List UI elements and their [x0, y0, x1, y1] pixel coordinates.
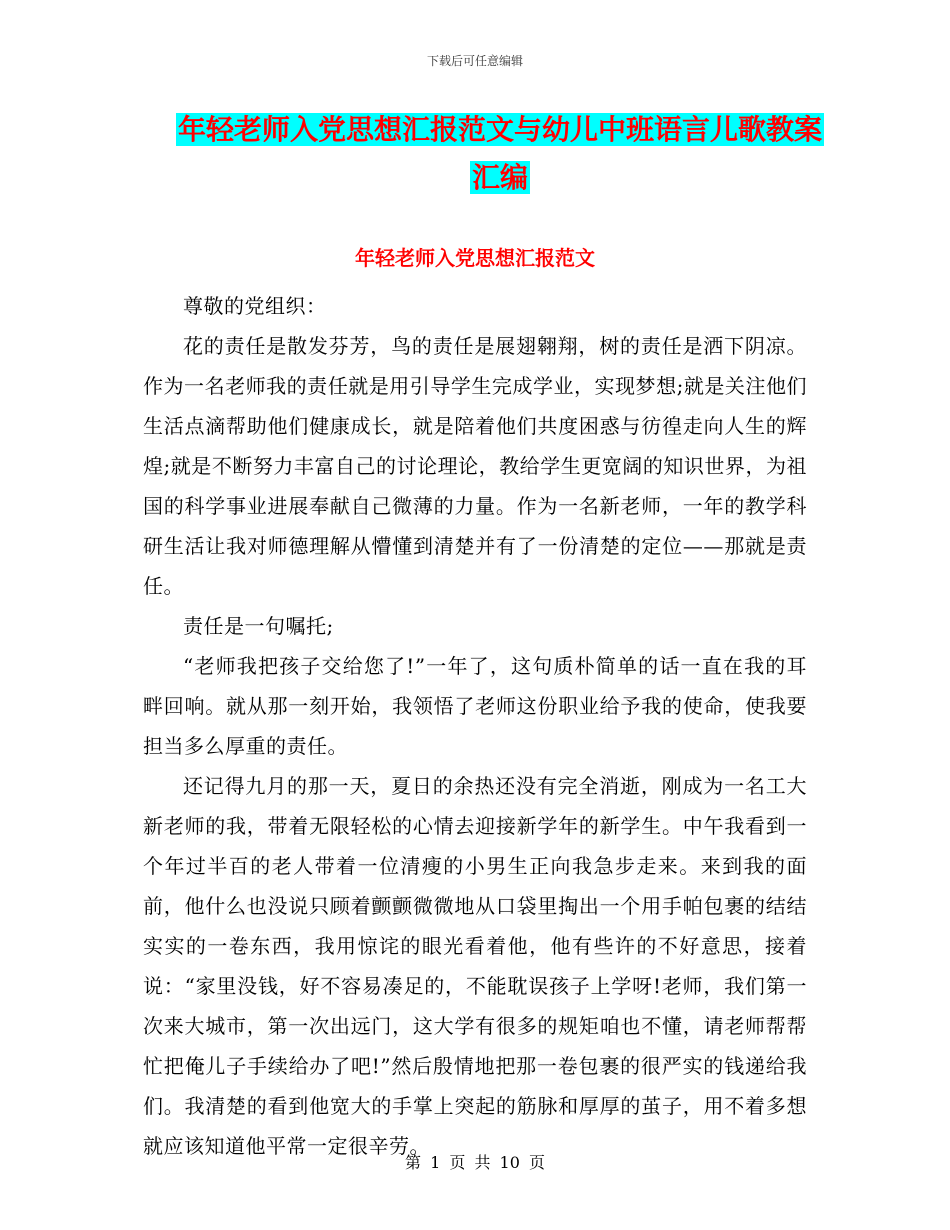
body-paragraph: “老师我把孩子交给您了!”一年了，这句质朴简单的话一直在我的耳畔回响。就从那一刻开始，我领悟了老师这份职业给予我的使命，使我要担当多么厚重的责任。 [143, 654, 807, 758]
document-title [140, 106, 860, 202]
body-paragraph: 责任是一句嘱托; [183, 614, 334, 638]
header-note: 下载后可任意编辑 [426, 54, 523, 68]
page-footer: 第 1 页 共 10 页 [405, 1153, 545, 1172]
document-title-line-2: 汇编 [471, 161, 528, 194]
body-paragraph: 花的责任是散发芬芳，鸟的责任是展翅翱翔，树的责任是洒下阴凉。作为一名老师我的责任就是用引导学生完成学业，实现梦想;就是关注他们生活点滴帮助他们健康成长，就是陪着他们共度困惑与彷徨走向人生的辉煌;就是不断努力丰富自己的讨论理论，教给学生更宽阔的知识世界，为祖国的科学事业进展奉献自己微薄的力量。作为一名新老师，一年的教学科研生活让我对师德理解从懵懂到清楚并有了一份清楚的定位——那就是责任。 [143, 334, 807, 598]
body-paragraph: 还记得九月的那一天，夏日的余热还没有完全消逝，刚成为一名工大新老师的我，带着无限轻松的心情去迎接新学年的新学生。中午我看到一个年过半百的老人带着一位清瘦的小男生正向我急步走来。来到我的面前，他什么也没说只顾着颤颤微微地从口袋里掏出一个用手帕包裹的结结实实的一卷东西，我用惊诧的眼光看着他，他有些许的不好意思，接着说：“家里没钱，好不容易凑足的，不能耽误孩子上学呀!老师，我们第一次来大城市，第一次出远门，这大学有很多的规矩咱也不懂，请老师帮帮忙把俺儿子手续给办了吧!”然后殷情地把那一卷包裹的很严实的钱递给我们。我清楚的看到他宽大的手掌上突起的筋脉和厚厚的茧子，用不着多想就应该知道他平常一定很辛劳。 [143, 774, 807, 1158]
salutation: 尊敬的党组织： [183, 294, 327, 318]
document-title-line-1: 年轻老师入党思想汇报范文与幼儿中班语言儿歌教案 [177, 113, 822, 146]
section-title: 年轻老师入党思想汇报范文 [355, 246, 595, 270]
document-body [143, 286, 807, 1166]
